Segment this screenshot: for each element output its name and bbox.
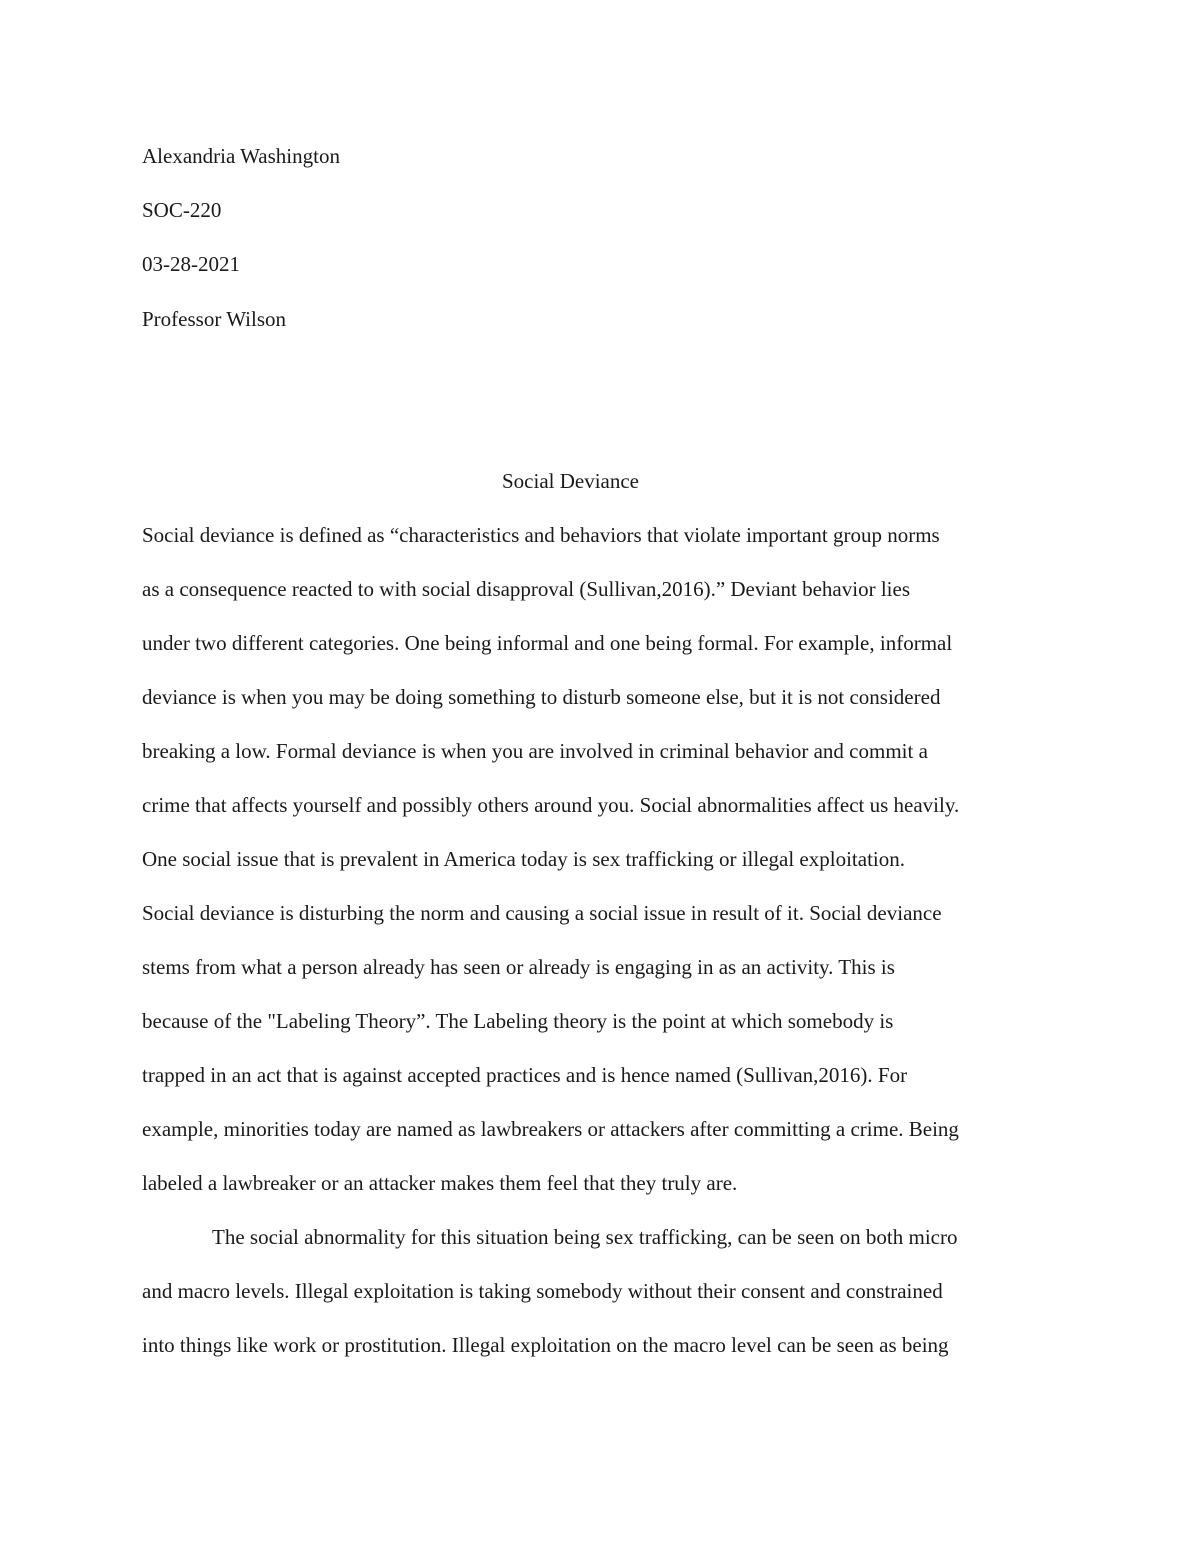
body-line: as a consequence reacted to with social disapproval (Sullivan,2016).” Deviant behavior lies [142,577,910,601]
body-line: because of the "Labeling Theory”. The Labeling theory is the point at which somebody is [142,1009,894,1033]
body-line: crime that affects yourself and possibly others around you. Social abnormalities affect us heavily. [142,793,960,817]
body-line: trapped in an act that is against accepted practices and is hence named (Sullivan,2016). For [142,1063,908,1087]
body-line: Social deviance is disturbing the norm and causing a social issue in result of it. Social deviance [142,901,942,925]
instructor-name: Professor Wilson [142,307,287,331]
body-line: deviance is when you may be doing something to disturb someone else, but it is not considered [142,685,941,709]
body-line: into things like work or prostitution. Illegal exploitation on the macro level can be seen as being [142,1333,949,1357]
paragraph-first-line: The social abnormality for this situation being sex trafficking, can be seen on both micro [212,1225,958,1249]
date: 03-28-2021 [142,252,240,276]
body-line: breaking a low. Formal deviance is when you are involved in criminal behavior and commit a [142,739,928,763]
author-name: Alexandria Washington [142,144,340,168]
document-title: Social Deviance [501,469,640,493]
body-line: stems from what a person already has seen or already is engaging in as an activity. This is [142,955,895,979]
body-line: example, minorities today are named as lawbreakers or attackers after committing a crime. Being [142,1117,959,1141]
body-line: under two different categories. One being informal and one being formal. For example, informal [142,631,953,655]
body-line: One social issue that is prevalent in America today is sex trafficking or illegal exploitation. [142,847,905,871]
body-line: labeled a lawbreaker or an attacker makes them feel that they truly are. [142,1171,738,1195]
course-code: SOC-220 [142,198,222,222]
body-line: Social deviance is defined as “characteristics and behaviors that violate important group norms [142,523,940,547]
body-line: and macro levels. Illegal exploitation is taking somebody without their consent and constrained [142,1279,943,1303]
